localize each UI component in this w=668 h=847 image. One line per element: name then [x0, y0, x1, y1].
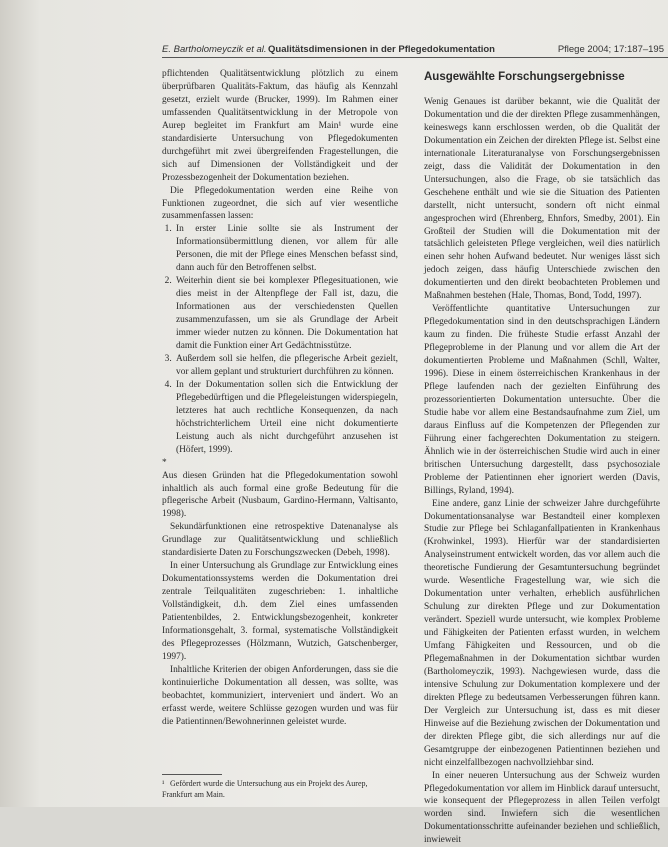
left-paragraph-6: Inhaltliche Kriterien der obigen Anforderungen, dass sie die kontinuierliche Dokumentation all dessen, was sollte, was beobachtet, kommuniziert, interveniert und ändert. Wo an erfasst werde, weitere Schlüsse gezogen wurden und was für die Patientinnen/Bewohnerinnen geleistet wurde.	[162, 664, 398, 727]
footnote	[162, 778, 398, 800]
function-list-item-2: 2. Weiterhin dient sie bei komplexer Pflegesituationen, wie dies meist in der Altenpflege der Fall ist, dazu, die Informationen aus der verschiedensten Quellen zusammenzufassen, um sie als Grundlage der Arbeit immer wieder nutzen zu können. Die Dokumentation hat damit die Funktion einer Art Gedächtnisstütze.	[174, 275, 398, 353]
function-list-item-3: 3. Außerdem soll sie helfen, die pflegerische Arbeit gezielt, vor allem geplant und strukturiert durchführen zu können.	[174, 353, 398, 379]
left-paragraph-2: Die Pflegedokumentation werden eine Reihe von Funktionen zugeordnet, die sich auf vier wesentliche zusammenfassen lassen:	[162, 185, 398, 222]
footnote-mark: ¹	[162, 779, 165, 788]
separator-asterisk: *	[162, 457, 167, 468]
function-list-item-1: 1. In erster Linie sollte sie als Instrument der Informationsübermittlung dienen, vor allem für alle Personen, die mit der Pflege eines Menschen befasst sind, dann auch für den Betroffenen selbst.	[174, 223, 398, 275]
right-paragraph-4: In einer neueren Untersuchung aus der Schweiz wurden Pflegedokumentation vor allem im Hinblick darauf untersucht, wie konsequent der Pflegeprozess in allen Teilen verfolgt worden sind. Inwiefern sich die wesentlichen Dokumentationsschritte aufeinander beziehen und schließlich, inwieweit	[424, 770, 660, 846]
function-list-item-4: 4. In der Dokumentation sollen sich die Entwicklung der Pflegebedürftigen und die Pflegeleistungen widerspiegeln, letzteres hat auch rechtliche Konsequenzen, da nach höchstrichterlichem Urteil eine nicht dokumentierte Leistung auch als nicht durchgeführt anzusehen ist (Höfert, 1999).	[174, 379, 398, 457]
footnote-rule	[162, 774, 222, 775]
right-paragraph-2: Veröffentlichte quantitative Untersuchungen zur Pflegedokumentation sind in den deutschsprachigen Ländern kaum zu finden. Die früheste Studie erfasst Anzahl der Pflegeprobleme in der Planung und vor allem die Art der dokumentierten Probleme und Maßnahmen (Schll, Walter, 1996). Diese in einem österreichischen Krankenhaus in der Pflege laufenden nach der gezielten Einführung des prozessorientierten Dokumentation untersuchte. Über die Studie habe vor allem eine Bestandsaufnahme zum Ziel, um daraus Einfluss auf die Kompetenzen der Pflegenden zur Führung einer fachgerechten Dokumentation zu steigern. Ähnlich wie in der österreichischen Studie wird auch in einer britischen Untersuchung dargestellt, dass psychosoziale Probleme der Patientinnen eher ignoriert werden (Davis, Billings, Ryland, 1994).	[424, 304, 660, 496]
header-journal: Pflege 2004; 17:187–195	[557, 44, 664, 55]
footnote-text: Gefördert wurde die Untersuchung aus ein Projekt des Aurep, Frankfurt am Main.	[162, 779, 368, 799]
right-paragraph-3: Eine andere, ganz Linie der schweizer Jahre durchgeführte Dokumentationsanalyse war Bestandteil einer komplexen Studie zur Pflege bei Schlaganfallpatienten in Krankenhaus (Krohwinkel, 1993). Hierfür war der standardisierten Analyseinstrument entwickelt worden, das vor allem auch die theoretische Fundierung der Gesamtuntersuchung begründet wurde. Wesentliche Fragestellung war, wie sich die Dokumentation unter verhalten, erheblich ausführlichen Schulung zur direkten Pflege und zur Dokumentation verändert. Speziell wurde untersucht, wie komplex Probleme und Fähigkeiten der Patienten erfasst wurden, in welchem Umfang Fähigkeiten und Ressourcen, und ob die Pflegemaßnahmen in der Dokumentation sichtbar wurden (Bartholomeyczik, 1993). Nachgewiesen wurde, dass die intensive Schulung zur Dokumentation komplexere und der direkten Pflege zu bedeutsamen Verbesserungen führen kann. Der Vergleich zur Untersuchung ist, dass es mit dieser Hinweise auf die Beziehung zwischen der Dokumentation und der direkten Pflege gibt, die sich allerdings nur auf die Gesamtgruppe der einbezogenen Patientinnen beziehen und nicht einzelfallbezogen nachvollziehbar sind.	[424, 498, 660, 768]
header-author: E. Bartholomeyczik et al.	[162, 44, 267, 55]
right-column	[424, 96, 660, 847]
section-title: Ausgewählte Forschungsergebnisse	[424, 71, 625, 83]
left-column	[162, 68, 398, 729]
right-paragraph-1: Wenig Genaues ist darüber bekannt, wie die Qualität der Dokumentation und die der direkten Pflege zusammenhängen, keineswegs kann erschlossen werden, ob die Qualität der Dokumentation ein Zeichen der direkten Pflege ist. Selbst eine internationale Literaturanalyse von Forschungsergebnissen zeigt, dass die Validität der Dokumentation in den Untersuchungen, also die Frage, ob sie tatsächlich das Geschehene enthält und wie sie die Situation des Patienten darstellt, nicht untersucht, sondern oft nicht einmal angesprochen wird (Ehrenberg, Ehnfors, Smedby, 2001). Ein Großteil der Studien will die Dokumentation mit der tatsächlich geleisteten Pflege vergleichen, weil dies natürlich einen sehr hohen Aufwand bedeutet. Nur weniges lässt sich jedoch zeigen, dass häufig Unterschiede zwischen den dokumentierten und den direkt beobachteten Problemen und Maßnahmen bestehen (Hale, Thomas, Bond, Todd, 1997).	[424, 97, 660, 302]
left-paragraph-4: Sekundärfunktionen eine retrospektive Datenanalyse als Grundlage zur Qualitätsentwicklung und schließlich standardisierte Daten zu Forschungszwecken (Debeh, 1998).	[162, 522, 398, 559]
left-paragraph-5: In einer Untersuchung als Grundlage zur Entwicklung eines Dokumentationssystems werden die Dokumentation drei zentrale Teilqualitäten zugeschrieben: 1. inhaltliche Vollständigkeit, d.h. dem Ziel eines umfassenden Patientenbildes, 2. Entwicklungsbezogenheit, konkreter Informationsgehalt, 3. formal, systematische Vollständigkeit des Pflegeprozesses (Hölzmann, Wutzich, Gatschenberger, 1997).	[162, 561, 398, 662]
running-header	[162, 40, 668, 58]
left-paragraph-3: Aus diesen Gründen hat die Pflegedokumentation sowohl inhaltlich als auch formal eine große Bedeutung für die pflegerische Arbeit (Nusbaum, Gardino-Hermann, Valtisanto, 1998).	[162, 470, 398, 520]
header-rule	[162, 57, 668, 58]
function-list	[162, 223, 398, 456]
left-paragraph-1: pflichtenden Qualitätsentwicklung plötzlich zu einem überprüfbaren Qualitäts-Faktum, das häufig als Kennzahl gesetzt, erzielt wurde (Brucker, 1999). Im Rahmen einer umfassenden Qualitätsentwicklung in der Metropole von Aurep begleitet im Frankfurt am Main¹ wurde eine standardisierte Untersuchung von Pflegedokumenten durchgeführt mit zwei übergreifenden Fragestellungen, die sich auf Dimensionen der Vollständigkeit und der Prozessbezogenheit der Dokumentation beziehen.	[162, 69, 398, 183]
header-running-title: Qualitätsdimensionen in der Pflegedokumentation	[268, 44, 495, 55]
